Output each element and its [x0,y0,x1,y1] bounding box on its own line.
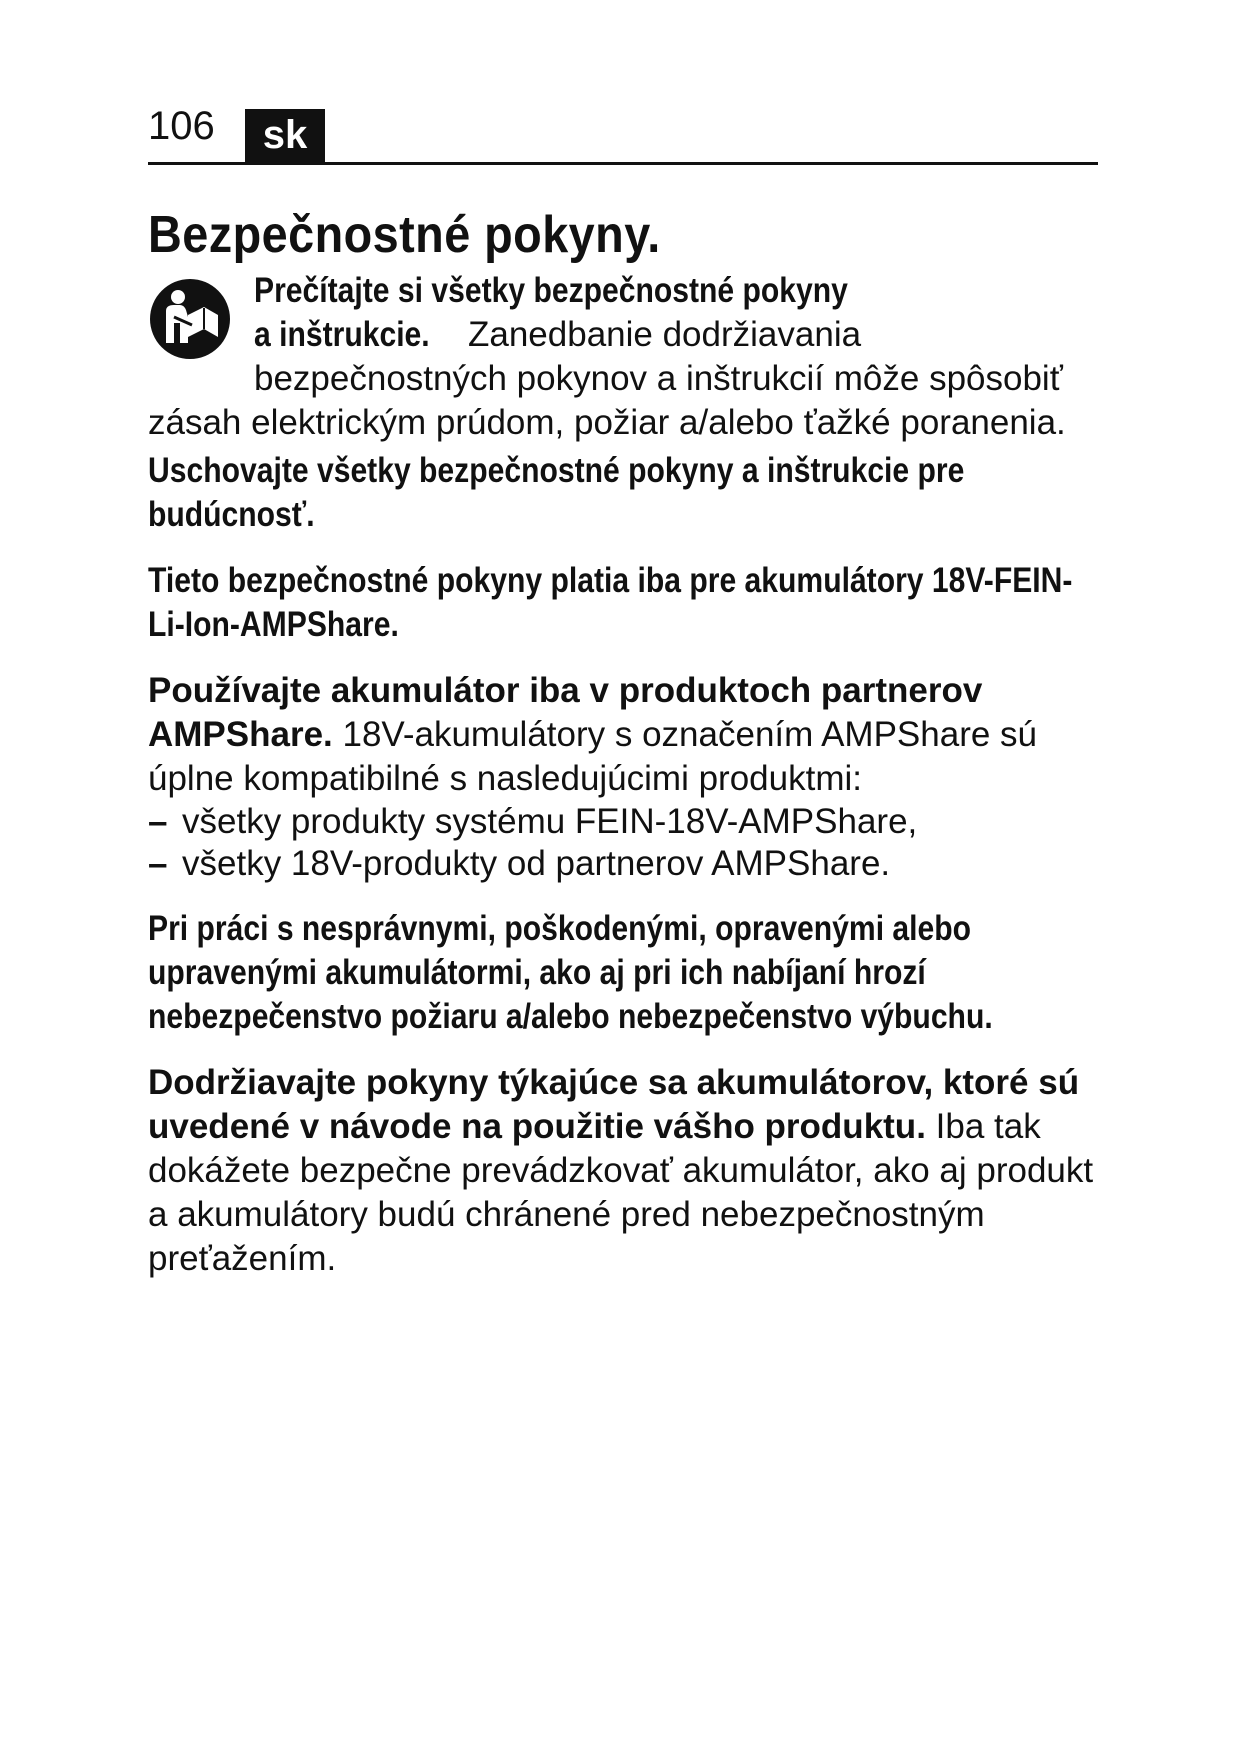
observe-paragraph [148,1061,1098,1281]
intro-paragraph [148,269,1098,445]
intro-block [148,269,1098,445]
list-item [148,843,1098,885]
usage-text: 18V-akumulátory s označením AMPShare sú úplne kompatibilné s nasledujúcimi produktmi: [148,715,1038,798]
list-item-text: všetky produkty systému FEIN-18V-AMPShare, [182,802,918,841]
keep-instructions-text: Uschovajte všetky bezpečnostné pokyny a inštrukcie pre budúcnosť. [148,451,965,534]
list-item [148,801,1098,843]
language-badge: sk [245,109,325,162]
compatible-products-list [148,801,1098,885]
intro-rest-text: bezpečnostných pokynov a inštrukcií môže spôsobiť zásah elektrickým prúdom, požiar a/alebo ťažké poranenia. [148,359,1066,442]
usage-paragraph [148,669,1098,801]
read-manual-icon [148,277,232,361]
validity-note-text: Tieto bezpečnostné pokyny platia iba pre akumulátory 18V-FEIN-Li-Ion-AMPShare. [148,561,1073,644]
page-header [148,100,1098,165]
manual-page [148,100,1098,1281]
observe-text: Iba tak dokážete bezpečne prevádzkovať akumulátor, ako aj produkt a akumulátory budú chránené pred nebezpečnostným preťažením. [148,1107,1094,1278]
list-item-text: všetky 18V-produkty od partnerov AMPShare. [182,844,891,883]
validity-note [148,559,1098,647]
intro-bold-line2: a inštrukcie. [254,315,430,354]
intro-line2-text: Zanedbanie dodržiavania [458,315,862,354]
keep-instructions [148,449,1098,537]
section-title: Bezpečnostné pokyny. [148,206,661,264]
page-number: 106 [148,104,215,148]
usage-bold: Používajte akumulátor iba v produktoch partnerov AMPShare. [148,671,983,754]
dash-bullet: – [148,844,168,883]
observe-bold: Dodržiavajte pokyny týkajúce sa akumulátorov, ktoré sú uvedené v návode na použitie vášho produktu. [148,1063,1080,1146]
fire-explosion-warning [148,907,1098,1039]
dash-bullet: – [148,802,168,841]
fire-explosion-warning-text: Pri práci s nesprávnymi, poškodenými, opravenými alebo upravenými akumulátormi, ako aj pri ich nabíjaní hrozí nebezpečenstvo požiaru a/alebo nebezpečenstvo výbuchu. [148,909,993,1036]
intro-bold-line1: Prečítajte si všetky bezpečnostné pokyny [254,271,848,310]
